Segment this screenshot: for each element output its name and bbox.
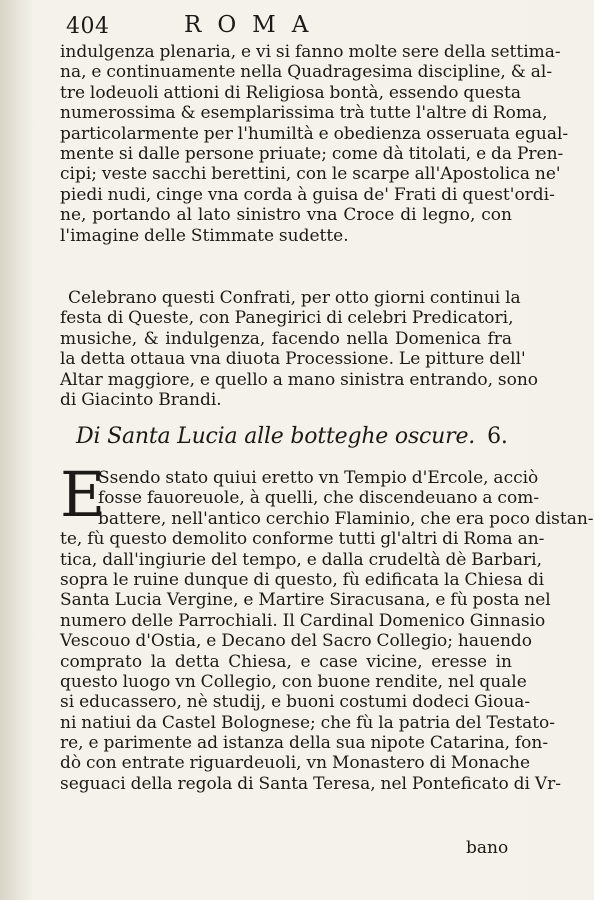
text-line: Vescouo d'Ostia, e Decano del Sacro Collegio; hauendo bbox=[60, 631, 533, 652]
text-line: piedi nudi, cinge vna corda à guisa de' Frati di quest'ordi- bbox=[60, 184, 555, 205]
text-line: indulgenza plenaria, e vi si fanno molte sere della settima- bbox=[60, 42, 561, 62]
text-line: te, fù questo demolito conforme tutti gl'altri di Roma an- bbox=[60, 529, 545, 550]
text-line: Celebrano questi Confrati, per otto giorni continui la bbox=[68, 288, 521, 308]
text-line: particolarmente per l'humiltà e obedienza osseruata egual- bbox=[60, 123, 569, 144]
text-line: festa di Queste, con Panegirici di celebri Predicatori, bbox=[60, 308, 514, 329]
paragraph-3 bbox=[60, 468, 594, 794]
text-line: l'imagine delle Stimmate sudette. bbox=[60, 225, 349, 246]
text-line: ne, portando al lato sinistro vna Croce di legno, con bbox=[60, 205, 512, 226]
text-line: mente si dalle persone priuate; come dà titolati, e da Pren- bbox=[60, 143, 564, 164]
text-line: musiche, & indulgenza, facendo nella Domenica fra bbox=[60, 328, 512, 349]
catchword: bano bbox=[466, 838, 509, 858]
paragraph-1 bbox=[60, 42, 569, 246]
text-line: la detta ottaua vna diuota Processione. Le pitture dell' bbox=[60, 349, 526, 370]
text-line: comprato la detta Chiesa, e case vicine, eresse in bbox=[60, 651, 512, 672]
section-heading bbox=[76, 424, 508, 450]
text-line: battere, nell'antico cerchio Flaminio, che era poco distan- bbox=[98, 508, 594, 529]
page-header bbox=[66, 12, 514, 42]
text-line: seguaci della regola di Santa Teresa, nel Ponteficato di Vr- bbox=[60, 773, 562, 794]
text-line: Ssendo stato quiui eretto vn Tempio d'Ercole, acciò bbox=[98, 468, 539, 488]
text-line: numero delle Parrochiali. Il Cardinal Domenico Ginnasio bbox=[60, 610, 546, 631]
text-line: ni natiui da Castel Bolognese; che fù la patria del Testato- bbox=[60, 712, 556, 733]
text-line: na, e continuamente nella Quadragesima discipline, & al- bbox=[60, 62, 553, 83]
drop-cap: E bbox=[60, 458, 106, 531]
running-title: ROMA bbox=[184, 12, 325, 38]
text-line: di Giacinto Brandi. bbox=[60, 389, 222, 410]
text-line: re, e parimente ad istanza della sua nipote Catarina, fon- bbox=[60, 733, 549, 754]
gutter-shadow bbox=[0, 0, 34, 900]
text-line: sopra le ruine dunque di questo, fù edificata la Chiesa di bbox=[60, 569, 545, 590]
text-line: cipi; veste sacchi berettini, con le scarpe all'Apostolica ne' bbox=[60, 164, 561, 185]
text-line: fosse fauoreuole, à quelli, che discendeuano a com- bbox=[98, 488, 540, 509]
text-line: tica, dall'ingiurie del tempo, e dalla crudeltà dè Barbari, bbox=[60, 549, 543, 570]
text-line: tre lodeuoli attioni di Religiosa bontà, essendo questa bbox=[60, 82, 521, 103]
section-number: 6. bbox=[487, 424, 508, 449]
text-line: numerossima & esemplarissima trà tutte l'altre di Roma, bbox=[60, 103, 548, 124]
text-line: si educassero, nè studij, e buoni costumi dodeci Gioua- bbox=[60, 692, 531, 713]
text-line: Santa Lucia Vergine, e Martire Siracusana, e fù posta nel bbox=[60, 590, 551, 611]
paragraph-2 bbox=[60, 288, 539, 410]
text-line: questo luogo vn Collegio, con buone rendite, nel quale bbox=[60, 671, 527, 692]
section-title: Di Santa Lucia alle botteghe oscure. bbox=[76, 424, 476, 449]
page-number: 404 bbox=[66, 14, 110, 39]
text-line: dò con entrate riguardeuoli, vn Monastero di Monache bbox=[60, 753, 531, 774]
text-line: Altar maggiore, e quello a mano sinistra entrando, sono bbox=[60, 369, 539, 390]
